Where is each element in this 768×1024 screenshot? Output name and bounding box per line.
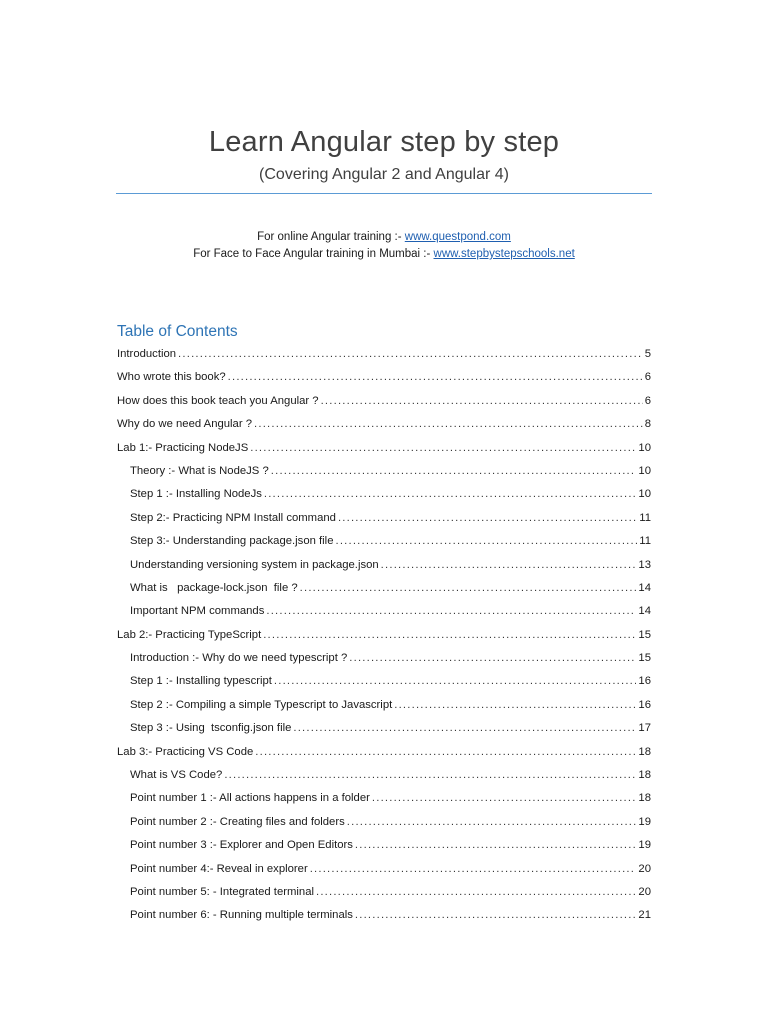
toc-dot-leader bbox=[271, 463, 637, 480]
toc-entry-page: 8 bbox=[644, 418, 651, 431]
toc-entry[interactable] bbox=[117, 440, 651, 463]
toc-entry-page: 16 bbox=[638, 698, 651, 711]
toc-entry-page: 18 bbox=[638, 769, 651, 782]
toc-entry-page: 6 bbox=[644, 371, 651, 384]
toc-dot-leader bbox=[255, 744, 636, 761]
toc-entry[interactable] bbox=[117, 603, 651, 626]
toc-entry[interactable] bbox=[117, 346, 651, 369]
toc-entry-page: 18 bbox=[638, 792, 651, 805]
toc-entry-page: 14 bbox=[638, 605, 651, 618]
toc-entry-page: 19 bbox=[638, 815, 651, 828]
toc-entry-label: Step 2 :- Compiling a simple Typescript to Javascript bbox=[130, 698, 393, 711]
toc-entry-label: Step 1 :- Installing typescript bbox=[130, 675, 272, 688]
promo-face-text: For Face to Face Angular training in Mumbai :- bbox=[193, 248, 434, 260]
toc-entry[interactable] bbox=[117, 557, 651, 580]
toc-entry-page: 20 bbox=[638, 885, 651, 898]
toc-entry-label: Understanding versioning system in package.json bbox=[130, 558, 379, 571]
toc-dot-leader bbox=[381, 557, 637, 574]
toc-entry[interactable] bbox=[117, 463, 651, 486]
toc-entry-label: Introduction bbox=[117, 348, 177, 360]
stepbystepschools-link[interactable]: www.stepbystepschools.net bbox=[433, 248, 575, 260]
toc-entry[interactable] bbox=[117, 650, 651, 673]
toc-dot-leader bbox=[250, 440, 636, 457]
toc-entry-page: 16 bbox=[638, 675, 651, 688]
questpond-link[interactable]: www.questpond.com bbox=[404, 231, 511, 243]
toc-dot-leader bbox=[228, 369, 643, 386]
toc-dot-leader bbox=[347, 814, 637, 831]
toc-entry-page: 21 bbox=[638, 909, 651, 922]
toc-entry-label: How does this book teach you Angular ? bbox=[117, 394, 319, 407]
toc-entry-label: Step 2:- Practicing NPM Install command bbox=[130, 511, 336, 524]
toc-dot-leader bbox=[178, 346, 643, 363]
toc-entry[interactable] bbox=[117, 627, 651, 650]
toc-entry-page: 5 bbox=[644, 348, 651, 360]
toc-entry-page: 18 bbox=[638, 745, 651, 758]
toc-dot-leader bbox=[274, 673, 637, 690]
toc-dot-leader bbox=[316, 884, 636, 901]
toc-entry-label: Point number 3 :- Explorer and Open Editors bbox=[130, 839, 353, 852]
toc-entry[interactable] bbox=[117, 673, 651, 696]
toc-entry-label: Point number 2 :- Creating files and folders bbox=[130, 815, 345, 828]
toc-dot-leader bbox=[263, 627, 636, 644]
toc-entry-page: 15 bbox=[638, 652, 651, 665]
toc-entry-label: Point number 6: - Running multiple terminals bbox=[130, 909, 353, 922]
toc-dot-leader bbox=[293, 720, 636, 737]
toc-entry-label: Who wrote this book? bbox=[117, 371, 226, 384]
toc-dot-leader bbox=[335, 533, 637, 550]
toc-dot-leader bbox=[266, 603, 636, 620]
toc-entry[interactable] bbox=[117, 697, 651, 720]
toc-entry-label: Step 3:- Understanding package.json file bbox=[130, 535, 334, 548]
toc-entry-page: 17 bbox=[638, 722, 651, 735]
toc-entry-page: 19 bbox=[638, 839, 651, 852]
toc-entry[interactable] bbox=[117, 884, 651, 907]
toc-entry-label: What is VS Code? bbox=[130, 769, 223, 782]
toc-entry-page: 11 bbox=[639, 511, 651, 524]
toc-dot-leader bbox=[310, 861, 637, 878]
toc-entry-label: Introduction :- Why do we need typescript ? bbox=[130, 652, 348, 665]
toc-dot-leader bbox=[338, 510, 637, 527]
toc-entry[interactable] bbox=[117, 861, 651, 884]
toc-entry-page: 11 bbox=[639, 535, 651, 548]
toc-entry-page: 13 bbox=[638, 558, 651, 571]
toc-entry[interactable] bbox=[117, 393, 651, 416]
document-title: Learn Angular step by step bbox=[208, 126, 560, 158]
toc-entry-page: 20 bbox=[638, 862, 651, 875]
toc-entry-page: 10 bbox=[638, 488, 651, 501]
toc-entry[interactable] bbox=[117, 720, 651, 743]
toc-entry[interactable] bbox=[117, 767, 651, 790]
toc-entry-label: Why do we need Angular ? bbox=[117, 418, 253, 431]
toc-entry-label: Important NPM commands bbox=[130, 605, 265, 618]
promo-online bbox=[0, 231, 768, 243]
toc-entry-page: 10 bbox=[638, 464, 651, 477]
toc-entry-page: 15 bbox=[638, 628, 651, 641]
toc-entry-label: Theory :- What is NodeJS ? bbox=[130, 464, 269, 477]
toc-entry[interactable] bbox=[117, 744, 651, 767]
toc-entry[interactable] bbox=[117, 790, 651, 813]
toc-dot-leader bbox=[321, 393, 643, 410]
toc-entry[interactable] bbox=[117, 533, 651, 556]
toc-entry-label: Point number 1 :- All actions happens in a folder bbox=[130, 792, 370, 805]
toc-dot-leader bbox=[224, 767, 636, 784]
document-subtitle: (Covering Angular 2 and Angular 4) bbox=[259, 166, 509, 183]
toc-entry-page: 6 bbox=[644, 394, 651, 407]
toc-entry-label: Step 3 :- Using tsconfig.json file bbox=[130, 722, 292, 735]
toc-entry-label: Point number 5: - Integrated terminal bbox=[130, 885, 314, 898]
toc-dot-leader bbox=[394, 697, 636, 714]
toc-entry[interactable] bbox=[117, 580, 651, 603]
toc-entry-label: What is package-lock.json file ? bbox=[130, 581, 298, 594]
toc-entry-label: Lab 1:- Practicing NodeJS bbox=[117, 441, 249, 454]
toc-dot-leader bbox=[372, 790, 637, 807]
toc-dot-leader bbox=[355, 837, 637, 854]
toc-entry-label: Point number 4:- Reveal in explorer bbox=[130, 862, 308, 875]
toc-entry-page: 14 bbox=[638, 581, 651, 594]
toc-entry[interactable] bbox=[117, 907, 651, 930]
toc-dot-leader bbox=[254, 416, 643, 433]
promo-online-text: For online Angular training :- bbox=[257, 231, 405, 243]
toc-heading: Table of Contents bbox=[117, 323, 238, 340]
toc-dot-leader bbox=[349, 650, 636, 667]
toc-entry-label: Step 1 :- Installing NodeJs bbox=[130, 488, 262, 501]
toc-entry[interactable] bbox=[117, 837, 651, 860]
toc-entry[interactable] bbox=[117, 510, 651, 533]
toc-entry-page: 10 bbox=[638, 441, 651, 454]
toc-dot-leader bbox=[300, 580, 637, 597]
toc-entry[interactable] bbox=[117, 486, 651, 509]
toc-entry[interactable] bbox=[117, 416, 651, 439]
toc-entry-label: Lab 2:- Practicing TypeScript bbox=[117, 628, 262, 641]
toc-dot-leader bbox=[355, 907, 637, 924]
toc-entry[interactable] bbox=[117, 369, 651, 392]
toc-entry[interactable] bbox=[117, 814, 651, 837]
toc-entry-label: Lab 3:- Practicing VS Code bbox=[117, 745, 254, 758]
toc-dot-leader bbox=[264, 486, 637, 503]
table-of-contents bbox=[117, 346, 651, 931]
promo-face-to-face bbox=[0, 248, 768, 260]
title-divider bbox=[116, 193, 652, 194]
